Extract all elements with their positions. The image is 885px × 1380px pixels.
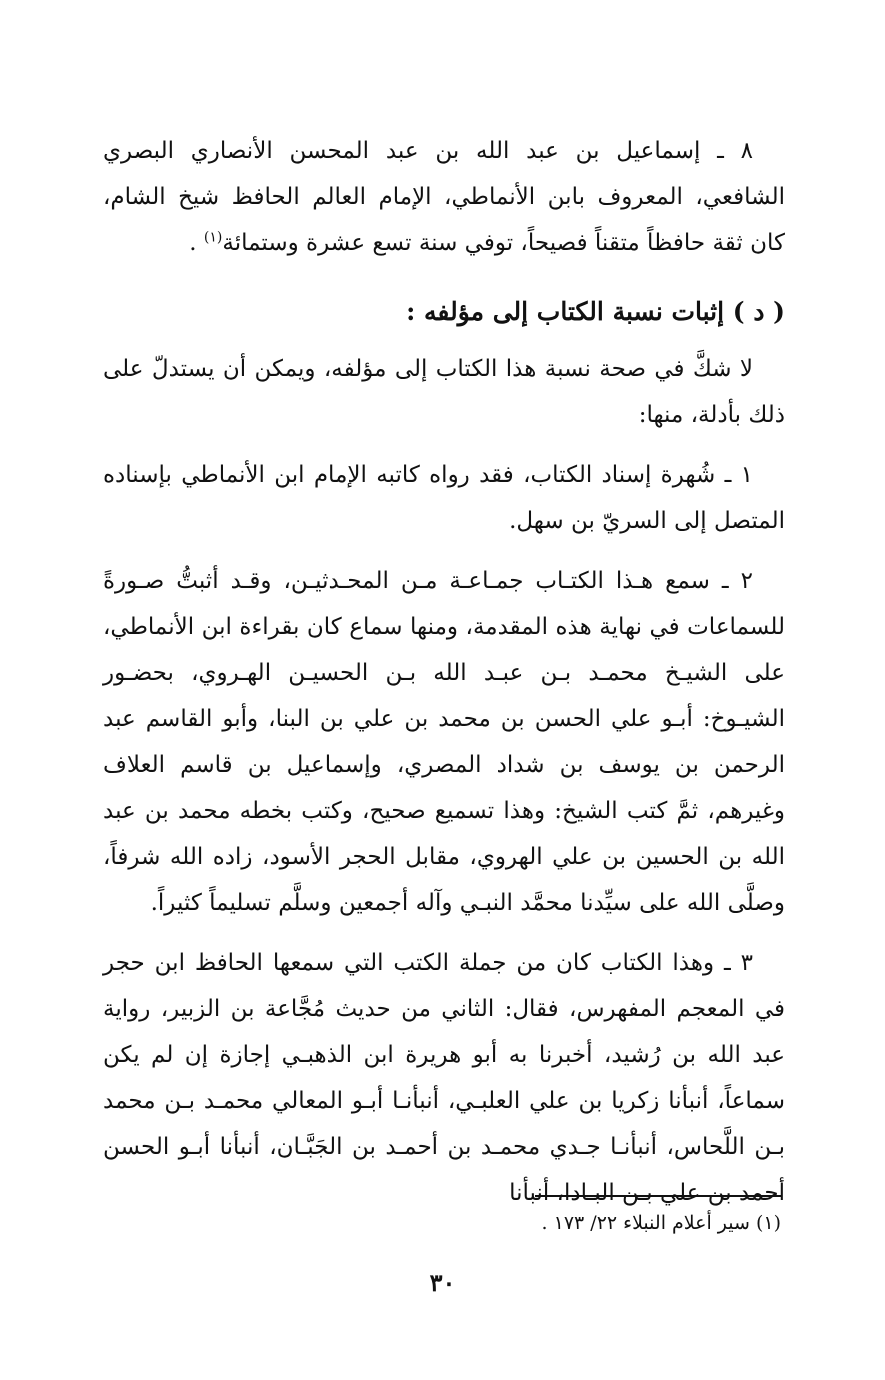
biography-text: ٨ ـ إسماعيل بن عبد الله بن عبد المحسن الأنصاري البصري الشافعي، المعروف بابن الأنماطي، الإمام العالم الحافظ شيخ الشام، كان ثقة حافظاً متقناً فصيحاً، توفي سنة تسع عشرة وستمائة — [103, 138, 785, 256]
footnote-reference: (١) — [203, 229, 223, 246]
intro-paragraph: لا شكَّ في صحة نسبة هذا الكتاب إلى مؤلفه، ويمكن أن يستدلّ على ذلك بأدلة، منها: — [103, 356, 785, 428]
footnote: (١) سير أعلام النبلاء ٢٢/ ١٧٣ . — [541, 1212, 781, 1234]
evidence-paragraph-2: ٢ ـ سمع هـذا الكتـاب جمـاعـة مـن المحـدثيـن، وقـد أثبتُّ صـورةً للسماعات في نهاية هذه المقدمة، ومنها سماع كان بقراءة ابن الأنماطي، على الشيـخ محمـد بـن عبـد الله بـن الحسيـن الهـروي، بحضـور الشيـوخ: أبـو علي الحسن بن محمد بن علي بن البنا، وأبو القاسم عبد الرحمن بن يوسف بن شداد المصري، وإسماعيل بن قاسم العلاف وغيرهم، ثمَّ كتب الشيخ: وهذا تسميع صحيح، وكتب بخطه محمد بن عبد الله بن الحسين بن علي الهروي، مقابل الحجر الأسود، زاده الله شرفاً، وصلَّى الله على سيِّدنا محمَّد النبـي وآله أجمعين وسلَّم تسليماً كثيراً. — [103, 568, 785, 916]
paragraph-end: . — [189, 230, 204, 256]
biography-paragraph-8 — [103, 128, 785, 266]
page-number: ٣٠ — [429, 1268, 456, 1297]
section-heading: ( د ) إثبات نسبة الكتاب إلى مؤلفه : — [406, 297, 785, 326]
evidence-paragraph-1: ١ ـ شُهرة إسناد الكتاب، فقد رواه كاتبه الإمام ابن الأنماطي بإسناده المتصل إلى السريّ بن سهل. — [103, 462, 785, 534]
footnote-divider — [535, 1195, 781, 1197]
evidence-paragraph-3: ٣ ـ وهذا الكتاب كان من جملة الكتب التي سمعها الحافظ ابن حجر في المعجم المفهرس، فقال: الثاني من حديث مُجَّاعة بن الزبير، رواية عبد الله بن رُشيد، أخبرنا به أبو هريرة ابن الذهبـي إجازة إن لم يكن سماعاً، أنبأنا زكريا بن علي العلبـي، أنبأنـا أبـو المعالي محمـد بـن محمد بـن اللَّحاس، أنبأنـا جـدي محمـد بن أحمـد بن الجَبَّـان، أنبأنا أبـو الحسن أحمد بن علي بـن البـادا، أنبأنا — [103, 950, 785, 1206]
